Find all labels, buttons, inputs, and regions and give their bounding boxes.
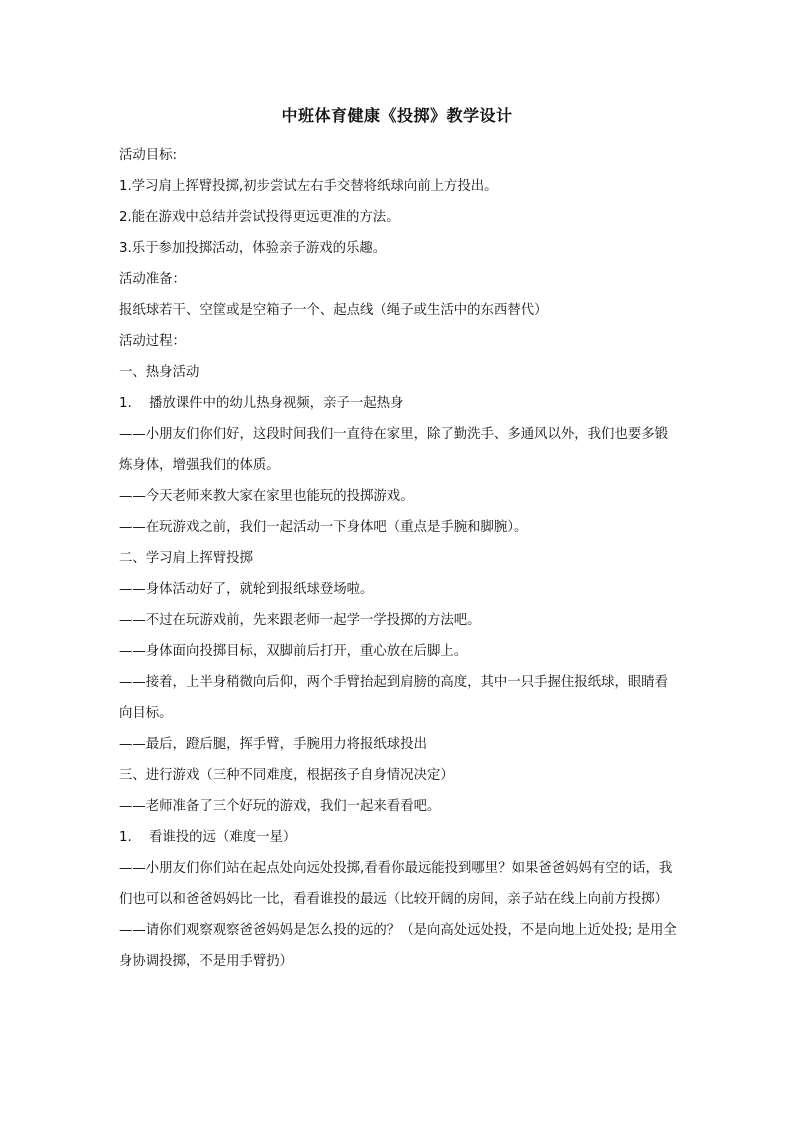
section1-heading: 一、热身活动 <box>119 365 200 380</box>
process-heading: 活动过程： <box>119 334 186 349</box>
section2-line-5: ——最后，蹬后腿，挥手臂，手腕用力将报纸球投出 <box>119 737 427 752</box>
section3-step <box>119 822 679 853</box>
section3-intro: ——老师准备了三个好玩的游戏，我们一起来看看吧。 <box>119 799 441 814</box>
document-title: 中班体育健康《投掷》教学设计 <box>281 106 513 125</box>
goals-heading: 活动目标: <box>119 148 178 163</box>
step-text: 看谁投的远（难度一星） <box>149 830 297 845</box>
section3-line-2: ——请你们观察观察爸爸妈妈是怎么投的远的？（是向高处远处投，不是向地上近处投; 是用全身协调投掷，不是用手臂扔） <box>119 923 677 969</box>
document-body <box>119 140 679 977</box>
section3-line-1: ——小朋友们你们站在起点处向远处投掷,看看你最远能投到哪里？如果爸爸妈妈有空的话，我们也可以和爸爸妈妈比一比，看看谁投的最远（比较开阔的房间，亲子站在线上向前方投掷） <box>119 861 673 907</box>
prep-text: 报纸球若干、空筐或是空箱子一个、起点线（绳子或生活中的东西替代） <box>119 303 548 318</box>
section2-line-3: ——身体面向投掷目标，双脚前后打开，重心放在后脚上。 <box>119 644 468 659</box>
step-number: 1. <box>119 830 132 845</box>
section3-heading: 三、进行游戏（三种不同难度，根据孩子自身情况决定） <box>119 768 454 783</box>
section2-line-4: ——接着，上半身稍微向后仰，两个手臂抬起到肩膀的高度，其中一只手握住报纸球，眼睛看向目标。 <box>119 675 669 721</box>
section2-line-2: ——不过在玩游戏前，先来跟老师一起学一学投掷的方法吧。 <box>119 613 481 628</box>
step-number: 1. <box>119 396 132 411</box>
goal-item-1: 1.学习肩上挥臂投掷,初步尝试左右手交替将纸球向前上方投出。 <box>119 179 498 194</box>
section2-line-1: ——身体活动好了，就轮到报纸球登场啦。 <box>119 582 374 597</box>
section1-step <box>119 388 679 419</box>
goal-item-2: 2.能在游戏中总结并尝试投得更远更准的方法。 <box>119 210 400 225</box>
prep-heading: 活动准备： <box>119 272 186 287</box>
section1-line-1: ——小朋友们你们好，这段时间我们一直待在家里，除了勤洗手、多通风以外，我们也要多锻炼身体，增强我们的体质。 <box>119 427 669 473</box>
section1-line-3: ——在玩游戏之前，我们一起活动一下身体吧（重点是手腕和脚腕）。 <box>119 520 528 535</box>
section1-line-2: ——今天老师来教大家在家里也能玩的投掷游戏。 <box>119 489 414 504</box>
section2-heading: 二、学习肩上挥臂投掷 <box>119 551 253 566</box>
step-text: 播放课件中的幼儿热身视频，亲子一起热身 <box>149 396 404 411</box>
goal-item-3: 3.乐于参加投掷活动，体验亲子游戏的乐趣。 <box>119 241 387 256</box>
